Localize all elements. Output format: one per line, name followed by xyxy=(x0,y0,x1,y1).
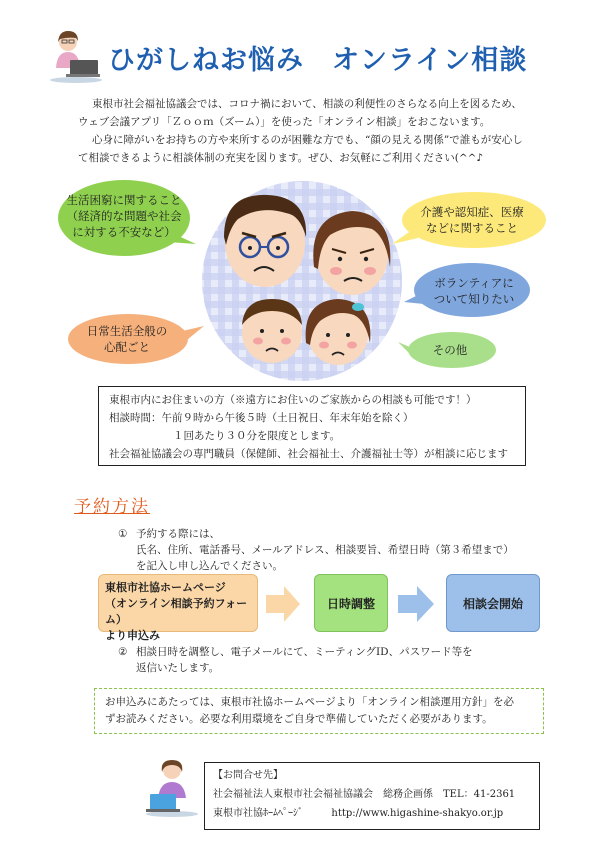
intro-line-2: ウェブ会議アプリ「Ｚｏｏｍ（ズーム）」を使った「オンライン相談」をおこないます。 xyxy=(78,116,491,128)
step1-number: ① xyxy=(118,528,128,540)
intro-line-4: て相談できるように相談体制の充実を図ります。ぜひ、お気軽にご利用ください(^^♪ xyxy=(78,152,484,164)
arrow-right-icon xyxy=(398,586,434,622)
info-line-4: 社会福祉協議会の専門職員（保健師、社会福祉士、介護福祉士等）が相談に応じます xyxy=(109,448,508,460)
contact-box xyxy=(204,762,540,830)
step1-line-3: を記入し申し込んでください。 xyxy=(136,560,283,572)
step1-line-2: 氏名、住所、電話番号、メールアドレス、相談要旨、希望日時（第３希望まで） xyxy=(136,544,514,556)
step2-line-1: 相談日時を調整し、電子メールにて、ミーティングID、パスワード等を xyxy=(136,646,473,658)
family-faces-illustration xyxy=(190,175,415,385)
intro-line-1: 東根市社会福祉協議会では、コロナ禍において、相談の利便性のさらなる向上を図るため、 xyxy=(92,98,522,110)
contact-web-label: 東根市社協ﾎｰﾑﾍﾟｰｼﾞ xyxy=(213,808,303,819)
step1-line-1: 予約する際には、 xyxy=(136,528,220,540)
bubble-poverty: 生活困窮に関すること （経済的な問題や社会 に対する不安など） xyxy=(66,193,182,239)
flow-box-start: 相談会開始 xyxy=(446,574,540,632)
step2-line-2: 返信いたします。 xyxy=(136,662,220,674)
person-laptop-illustration xyxy=(48,28,104,84)
info-line-2: 相談時間：午前９時から午後５時（土日祝日、年末年始を除く） xyxy=(109,412,414,424)
notice-line-1: お申込みにあたっては、東根市社協ホームページより「オンライン相談運用方針」を必 xyxy=(105,696,514,708)
contact-org: 社会福祉法人東根市社会福祉協議会 総務企画係 TEL：41-2361 xyxy=(213,789,516,800)
page-title: ひがしねお悩み オンライン相談 xyxy=(108,45,528,76)
flow-box-apply: 東根市社協ホームページ （オンライン相談予約フォーム） より申込み xyxy=(98,574,258,632)
staff-computer-illustration xyxy=(142,756,200,818)
intro-line-3: 心身に障がいをお持ちの方や来所するのが困難な方でも、“顔の見える関係”で誰もが安心し xyxy=(92,134,523,146)
contact-web xyxy=(213,804,531,823)
notice-line-2: ずお読みください。必要な利用環境をご自身で準備していただく必要があります。 xyxy=(105,713,493,725)
reserve-title: 予約方法 xyxy=(74,497,150,517)
bubble-daily: 日常生活全般の 心配ごと xyxy=(86,324,168,354)
flow-box-schedule: 日時調整 xyxy=(314,574,388,632)
info-line-1: 東根市内にお住まいの方（※遠方にお住いのご家族からの相談も可能です！） xyxy=(109,394,477,406)
notice-box xyxy=(94,688,544,734)
contact-url[interactable]: http://www.higashine-shakyo.or.jp xyxy=(331,808,504,819)
contact-heading: 【お問合せ先】 xyxy=(213,770,283,781)
step2-number: ② xyxy=(118,646,128,658)
bubble-care: 介護や認知症、医療 などに関すること xyxy=(420,205,524,235)
info-line-3: １回あたり３０分を限度とします。 xyxy=(173,430,341,442)
bubble-other: その他 xyxy=(432,343,468,357)
info-box xyxy=(98,386,526,466)
arrow-right-icon xyxy=(266,586,300,622)
bubble-volunteer: ボランティアに ついて知りたい xyxy=(433,276,515,306)
